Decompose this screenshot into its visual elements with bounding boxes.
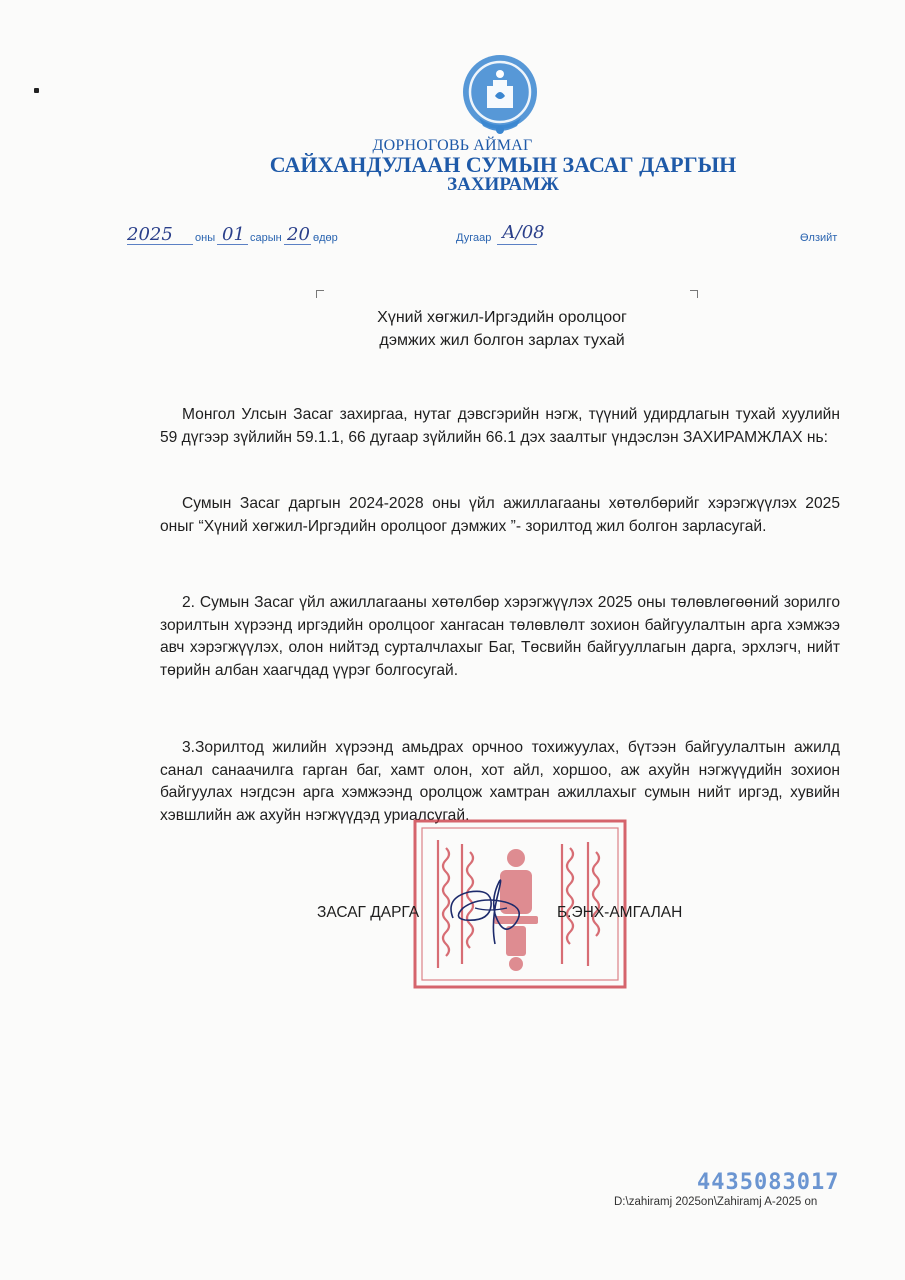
number-label: Дугаар — [456, 232, 492, 244]
date-day: 20 — [287, 224, 310, 245]
aimag-name: ДОРНОГОВЬ АЙМАГ — [372, 137, 533, 154]
date-year: 2025 — [127, 224, 173, 245]
title-corner-right — [690, 290, 698, 298]
date-month: 01 — [222, 224, 245, 245]
day-underline — [284, 244, 311, 245]
month-label: сарын — [250, 232, 282, 244]
state-emblem-icon — [459, 52, 541, 138]
title-line-1: Хүний хөгжил-Иргэдийн оролцоог — [377, 309, 627, 326]
handwritten-signature — [435, 868, 545, 950]
office-name: САЙХАНДУЛААН СУМЫН ЗАСАГ ДАРГЫН — [269, 152, 737, 177]
file-path: D:\zahiramj 2025on\Zahiramj A-2025 on — [614, 1196, 818, 1208]
document-type: ЗАХИРАМЖ — [447, 174, 559, 195]
title-corner-left — [316, 290, 324, 298]
place-name: Өлзийт — [800, 232, 838, 244]
paragraph-item-1: Сумын Засаг даргын 2024-2028 оны үйл ажиллагааны хөтөлбөрийг хэрэгжүүлэх 2025 оныг “Хүний хөгжил-Иргэдийн оролцоог дэмжих ”- зорилтод жил болгон зарласугай. — [160, 495, 840, 535]
title-line-2: дэмжих жил болгон зарлах тухай — [379, 332, 625, 349]
year-underline — [127, 244, 193, 245]
paragraph-item-3: 3.Зорилтод жилийн хүрээнд амьдрах орчноо тохижуулах, бүтээн байгуулалтын ажилд санал санаачилга гарган баг, хамт олон, хот айл, хоршоо, аж ахуйн нэгжүүдийн зохион байгуулах нэгдсэн арга хэмжээнд оролцож хамтран ажиллахыг сумын нийт иргэд, хувийн хэвшлийн аж ахуйн нэгжүүдэд уриалсугай. — [160, 739, 840, 824]
number-underline — [497, 244, 537, 245]
document-number: А/08 — [502, 222, 545, 243]
signatory-title: ЗАСАГ ДАРГА — [317, 904, 420, 921]
paragraph-legal-basis: Монгол Улсын Засаг захиргаа, нутаг дэвсгэрийн нэгж, түүний удирдлагын тухай хуулийн 59 дүгээр зүйлийн 59.1.1, 66 дугаар зүйлийн 66.1 дэх заалтыг үндэслэн ЗАХИРАМЖЛАХ нь: — [160, 406, 840, 446]
month-underline — [217, 244, 248, 245]
scan-speck — [34, 88, 39, 93]
registration-number: 4435083017 — [697, 1170, 840, 1195]
day-label: өдөр — [313, 232, 338, 244]
paragraph-item-2: 2. Сумын Засаг үйл ажиллагааны хөтөлбөр хэрэгжүүлэх 2025 оны төлөвлөгөөний зорилго зорилтын хүрээнд иргэдийн оролцоог хангасан төлөвлөлт зохион байгуулалтын арга хэмжээ авч хэрэгжүүлэх, олон нийтэд сурталчлахыг Баг, Төсвийн байгууллагын дарга, эрхлэгч, нийт төрийн албан хаагчдад үүрэг болгосугай. — [160, 594, 840, 679]
year-label: оны — [195, 232, 216, 244]
signatory-name: Б.ЭНХ-АМГАЛАН — [557, 904, 683, 921]
